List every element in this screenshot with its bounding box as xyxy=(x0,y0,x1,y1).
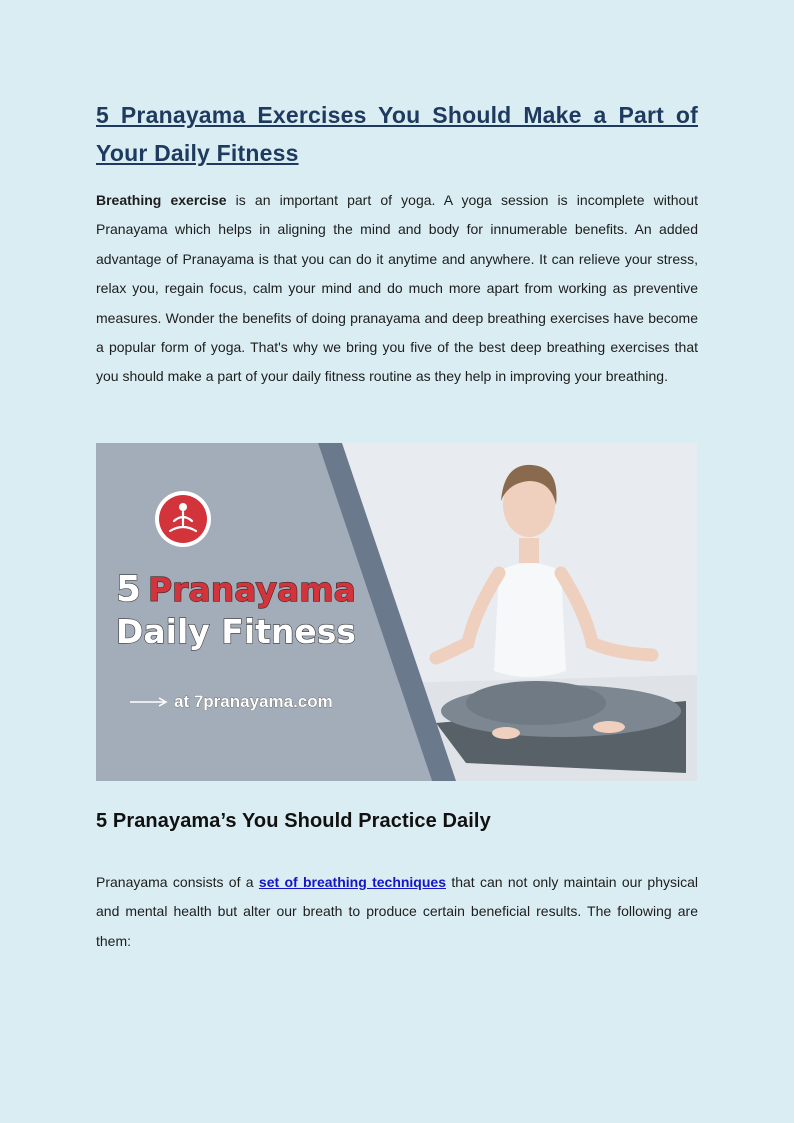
section-text-before-link: Pranayama consists of a xyxy=(96,874,259,890)
headline-line-2: Daily Fitness xyxy=(116,612,357,651)
breathing-techniques-link[interactable]: set of breathing techniques xyxy=(258,874,446,890)
intro-bold-text: Breathing exercise xyxy=(96,192,227,208)
article-title: 5 Pranayama Exercises You Should Make a Part of Your Daily Fitness xyxy=(96,102,698,166)
intro-paragraph xyxy=(96,186,698,392)
banner-site-text: at 7pranayama.com xyxy=(174,692,333,711)
meditation-logo-icon xyxy=(155,491,211,547)
headline-number: 5 xyxy=(116,569,142,610)
section-paragraph xyxy=(96,868,698,956)
section-heading: 5 Pranayama’s You Should Practice Daily xyxy=(96,810,491,832)
section-text-after-link: that can not only maintain our physical and mental health but alter our breath to produce certain beneficial results. The following are them: xyxy=(96,874,699,949)
banner-image xyxy=(96,443,697,781)
intro-text: is an important part of yoga. A yoga session is incomplete without Pranayama which helps in aligning the mind and body for innumerable benefits. An added advantage of Pranayama is that you can do it anytime and anywhere. It can relieve your stress, relax you, regain focus, calm your mind and do much more apart from working as preventive measures. Wonder the benefits of doing pranayama and deep breathing exercises have become a popular form of yoga. That's why we bring you five of the best deep breathing exercises that you should make a part of your daily fitness routine as they help in improving your breathing. xyxy=(96,192,698,385)
headline-word: Pranayama xyxy=(148,570,356,609)
banner-graphic xyxy=(96,443,697,781)
